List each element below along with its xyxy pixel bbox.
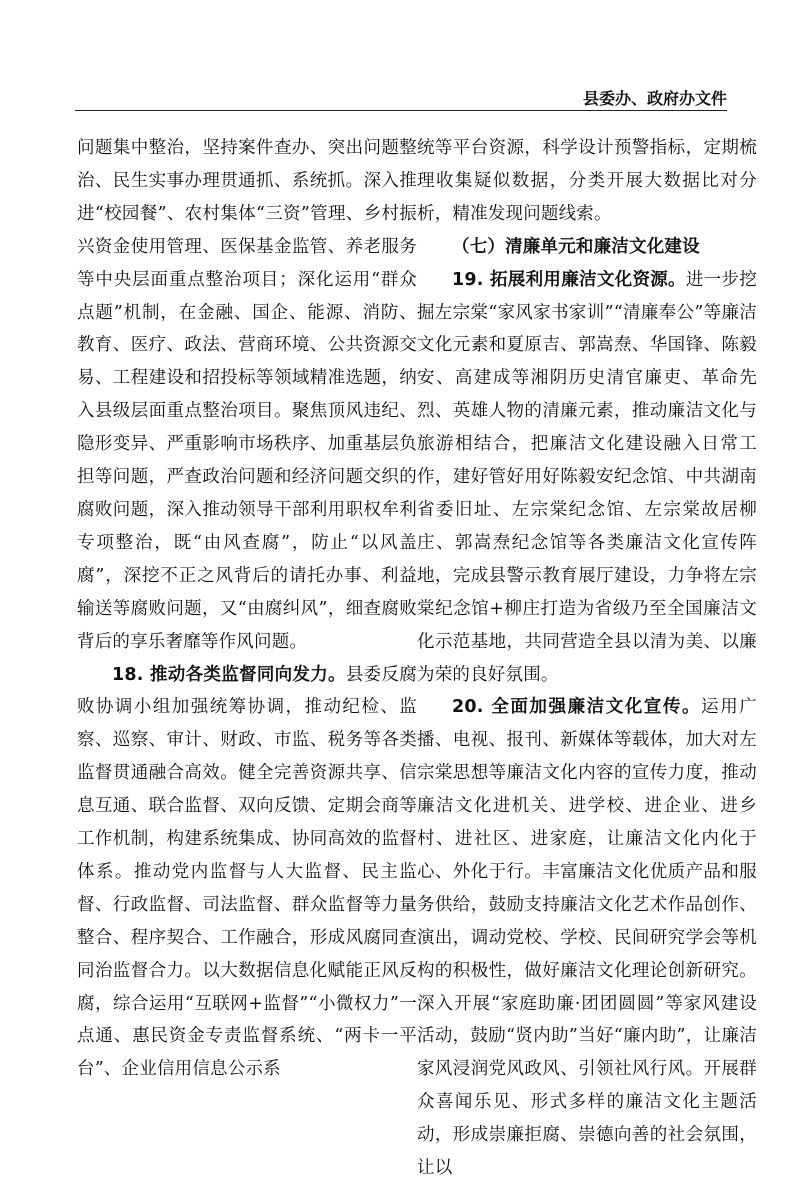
- item-19-title: 19. 拓展利用廉洁文化资源。: [452, 269, 686, 290]
- item-18-paragraph: [77, 659, 417, 1087]
- paragraph-continuation-right: 统等平台资源，科学设计预警指标，定期梳理收集疑似数据，分类开展大数据比对分析，精准发现问题线索。: [417, 138, 757, 224]
- item-19-paragraph: [417, 264, 757, 692]
- item-20-body: 运用广播、电视、报刊、新媒体等载体，加大对左宗棠思想等廉洁文化内容的宣传力度，推动廉洁文化进机关、进学校、进企业、进乡村、进社区、进家庭，让廉洁文化内化于心、外化于行。丰富廉洁文化优质产品和服务供给，鼓励支持廉洁文化艺术作品创作、演出，调动党校、学校、民间研究学会等机构的积极性，做好廉洁文化理论创新研究。深入开展“家庭助廉·团团圆圆”等家风建设活动，鼓励“贤内助”当好“廉内助”，让廉洁家风浸润党风政风、引领社风行风。开展群众喜闻乐见、形式多样的廉洁文化主题活动，形成崇廉拒腐、崇德向善的社会氛围，让以: [417, 697, 757, 1179]
- header-title: 县委办、政府办文件: [582, 89, 727, 108]
- item-20-title: 20. 全面加强廉洁文化宣传。: [452, 697, 702, 718]
- item-19-body: 进一步挖掘左宗棠“家风家书家训”“清廉奉公”等廉洁文化元素和夏原吉、郭嵩焘、华国锋、陈毅安、高建成等湘阴历史清官廉吏、革命先烈、英雄人物的清廉元素，推动廉洁文化与旅游相结合，把廉洁文化建设融入日常工作，建好管好用好陈毅安纪念馆、中共湖南省委旧址、左宗棠纪念馆、左宗棠故居柳庄、郭嵩焘纪念馆等各类廉洁文化宣传阵地，完成县警示教育展厅建设，力争将左宗棠纪念馆+柳庄打造为省级乃至全国廉洁文化示范基地，共同营造全县以清为美、以廉为荣的良好氛围。: [417, 269, 757, 685]
- section-7-heading: （七）清廉单元和廉洁文化建设: [452, 236, 700, 257]
- item-18-body: 县委反腐败协调小组加强统筹协调，推动纪检、监察、巡察、审计、财政、市监、税务等各类监督贯通融合高效。健全完善资源共享、信息互通、联合监督、双向反馈、定期会商等工作机制，构建系统集成、协同高效的监督体系。推动党内监督与人大监督、民主监督、行政监督、司法监督、群众监督等力量整合、程序契合、工作融合，形成风腐同查同治监督合力。以大数据信息化赋能正风反腐，综合运用“互联网+监督”“小微权力”一点通、惠民资金专责监督系统、“两卡一平台”、企业信用信息公示系: [77, 664, 417, 1080]
- item-18-title: 18. 推动各类监督同向发力。: [112, 664, 346, 685]
- item-20-paragraph: [417, 691, 757, 1185]
- left-column: [77, 132, 417, 1086]
- right-column: [417, 132, 757, 1185]
- paragraph-continuation: 问题集中整治，坚持案件查办、突出问题整治、民生实事办理贯通抓、系统抓。深入推进“校园餐”、农村集体“三资”管理、乡村振兴资金使用管理、医保基金监管、养老服务等中央层面重点整治项目；深化运用“群众点题”机制，在金融、国企、能源、消防、教育、医疗、政法、营商环境、公共资源交易、工程建设和招投标等领域精准选题，纳入县级层面重点整治项目。聚焦顶风违纪、隐形变异、严重影响市场秩序、加重基层负担等问题，严查政治问题和经济问题交织的腐败问题，深入推动领导干部利用职权牟利专项整治，既“由风查腐”，防止“以风盖腐”，深挖不正之风背后的请托办事、利益输送等腐败问题，又“由腐纠风”，细查腐败背后的享乐奢靡等作风问题。: [77, 138, 417, 652]
- page-header: [75, 84, 727, 111]
